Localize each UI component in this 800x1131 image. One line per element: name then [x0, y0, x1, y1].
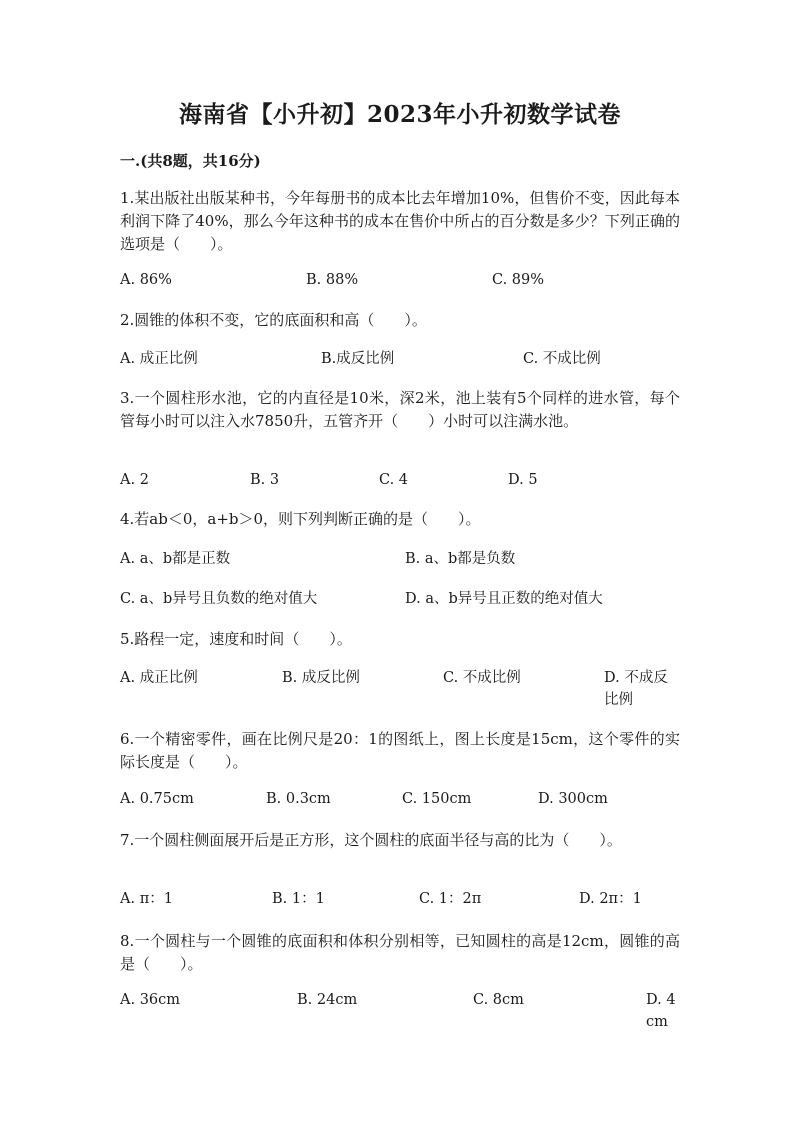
question-3-stem: 3.一个圆柱形水池，它的内直径是10米，深2米，池上装有5个同样的进水管，每个管每小时可以注入水7850升，五管齐开（ ）小时可以注满水池。: [120, 389, 680, 430]
q8-option-d[interactable]: D. 4cm: [646, 992, 676, 1030]
q5-option-c[interactable]: C. 不成比例: [443, 670, 521, 686]
q3-option-a[interactable]: A. 2: [120, 472, 149, 488]
question-1-stem: 1.某出版社出版某种书，今年每册书的成本比去年增加10%，但售价不变，因此每本利润下降了40%，那么今年这种书的成本在售价中所占的百分数是多少？下列正确的选项是（ ）。: [120, 189, 680, 253]
q8-option-b[interactable]: B. 24cm: [297, 992, 358, 1008]
q4-option-b[interactable]: B. a、b都是负数: [405, 551, 516, 567]
q5-option-d[interactable]: D. 不成反比例: [604, 670, 668, 708]
q1-option-c[interactable]: C. 89%: [492, 272, 545, 288]
section-heading: 一.(共8题，共16分): [120, 152, 261, 170]
q1-option-b[interactable]: B. 88%: [306, 272, 359, 288]
question-8-stem: 8.一个圆柱与一个圆锥的底面积和体积分别相等，已知圆柱的高是12cm，圆锥的高是（ ）。: [120, 932, 680, 973]
q3-option-b[interactable]: B. 3: [250, 472, 280, 488]
q4-option-c[interactable]: C. a、b异号且负数的绝对值大: [120, 591, 318, 607]
q6-option-a[interactable]: A. 0.75cm: [120, 791, 194, 807]
q7-option-a[interactable]: A. π：1: [120, 891, 173, 907]
q8-option-a[interactable]: A. 36cm: [120, 992, 181, 1008]
question-5-stem: 5.路程一定，速度和时间（ ）。: [120, 630, 352, 648]
q2-option-b[interactable]: B.成反比例: [321, 351, 395, 367]
q6-option-d[interactable]: D. 300cm: [538, 791, 608, 807]
q8-option-c[interactable]: C. 8cm: [473, 992, 524, 1008]
question-6-stem: 6.一个精密零件，画在比例尺是20：1的图纸上，图上长度是15cm，这个零件的实际长度是（ ）。: [120, 730, 680, 771]
q7-option-d[interactable]: D. 2π：1: [579, 891, 642, 907]
question-7-stem: 7.一个圆柱侧面展开后是正方形，这个圆柱的底面半径与高的比为（ ）。: [120, 831, 622, 849]
question-2-stem: 2.圆锥的体积不变，它的底面积和高（ ）。: [120, 311, 427, 329]
q4-option-a[interactable]: A. a、b都是正数: [120, 551, 231, 567]
q5-option-a[interactable]: A. 成正比例: [120, 670, 198, 686]
q4-option-d[interactable]: D. a、b异号且正数的绝对值大: [405, 591, 603, 607]
question-4-stem: 4.若ab＜0，a+b＞0，则下列判断正确的是（ ）。: [120, 510, 481, 528]
q7-option-b[interactable]: B. 1：1: [272, 891, 325, 907]
q6-option-b[interactable]: B. 0.3cm: [266, 791, 331, 807]
q3-option-d[interactable]: D. 5: [508, 472, 538, 488]
q2-option-a[interactable]: A. 成正比例: [120, 351, 198, 367]
q7-option-c[interactable]: C. 1：2π: [419, 891, 482, 907]
q3-option-c[interactable]: C. 4: [379, 472, 409, 488]
q5-option-b[interactable]: B. 成反比例: [282, 670, 360, 686]
q2-option-c[interactable]: C. 不成比例: [523, 351, 601, 367]
q1-option-a[interactable]: A. 86%: [120, 272, 172, 288]
exam-title: 海南省【小升初】2023年小升初数学试卷: [178, 101, 621, 128]
q6-option-c[interactable]: C. 150cm: [402, 791, 472, 807]
